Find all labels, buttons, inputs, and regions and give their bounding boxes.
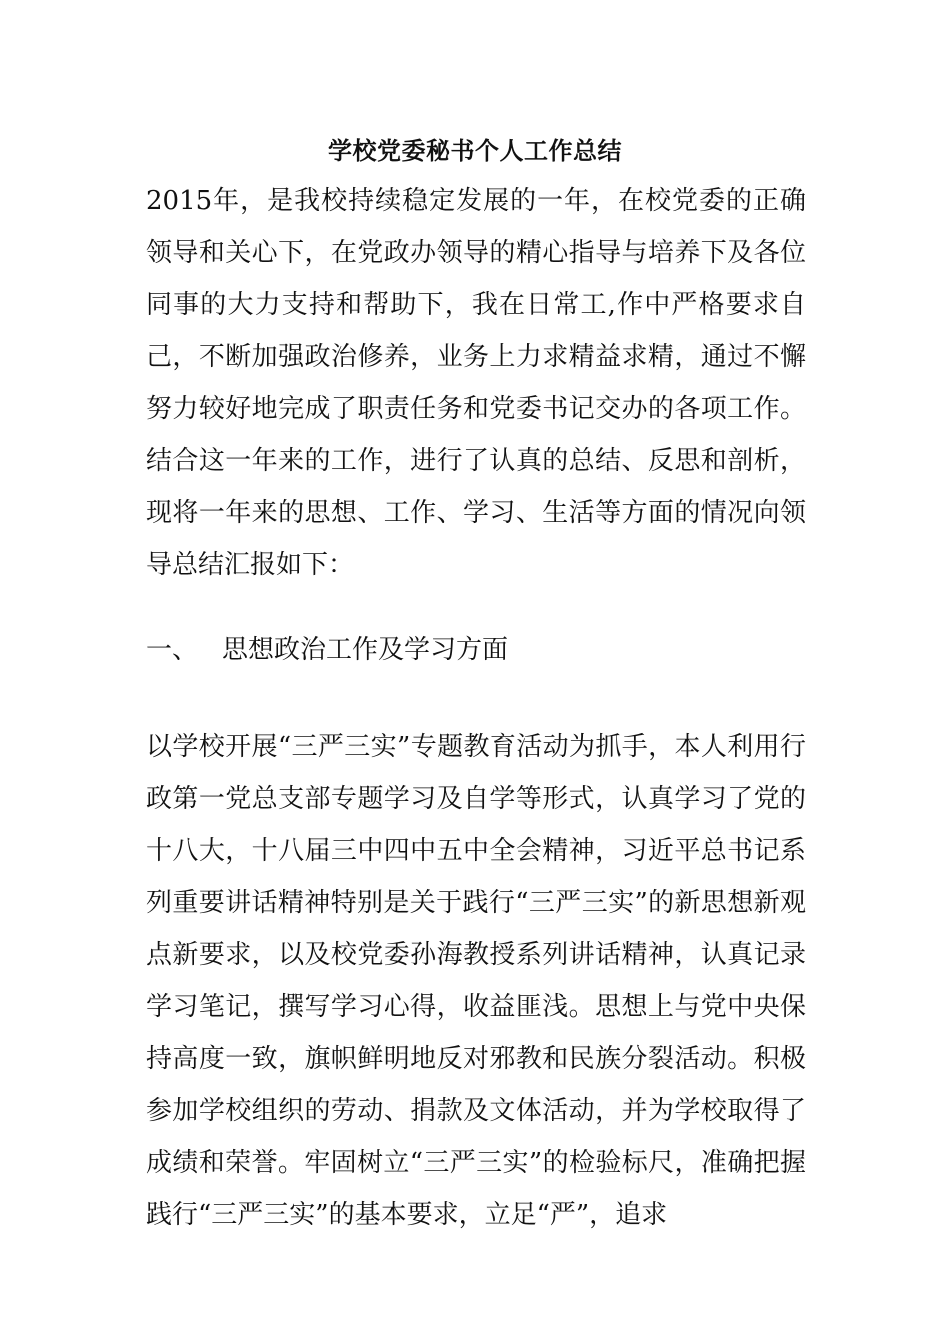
document-title: 学校党委秘书个人工作总结	[328, 137, 622, 165]
intro-paragraph: 2015年，是我校持续稳定发展的一年，在校党委的正确领导和关心下，在党政办领导的精心指导与培养下及各位同事的大力支持和帮助下，我在日常工,作中严格要求自己，不断加强政治修养，业务上力求精益求精，通过不懈努力较好地完成了职责任务和党委书记交办的各项工作。结合这一年来的工作，进行了认真的总结、反思和剖析，现将一年来的思想、工作、学习、生活等方面的情况向领导总结汇报如下：	[146, 186, 806, 580]
section-heading	[146, 624, 806, 676]
section-body-paragraph: 以学校开展“三严三实”专题教育活动为抓手，本人利用行政第一党总支部专题学习及自学等形式，认真学习了党的十八大，十八届三中四中五中全会精神，习近平总书记系列重要讲话精神特别是关于践行“三严三实”的新思想新观点新要求，以及校党委孙海教授系列讲话精神，认真记录学习笔记，撰写学习心得，收益匪浅。思想上与党中央保持高度一致，旗帜鲜明地反对邪教和民族分裂活动。积极参加学校组织的劳动、捐款及文体活动，并为学校取得了成绩和荣誉。牢固树立“三严三实”的检验标尺，准确把握践行“三严三实”的基本要求，立足“严”，追求	[146, 732, 806, 1230]
section-heading-text: 思想政治工作及学习方面	[222, 635, 509, 665]
section-number: 一、	[146, 635, 199, 665]
